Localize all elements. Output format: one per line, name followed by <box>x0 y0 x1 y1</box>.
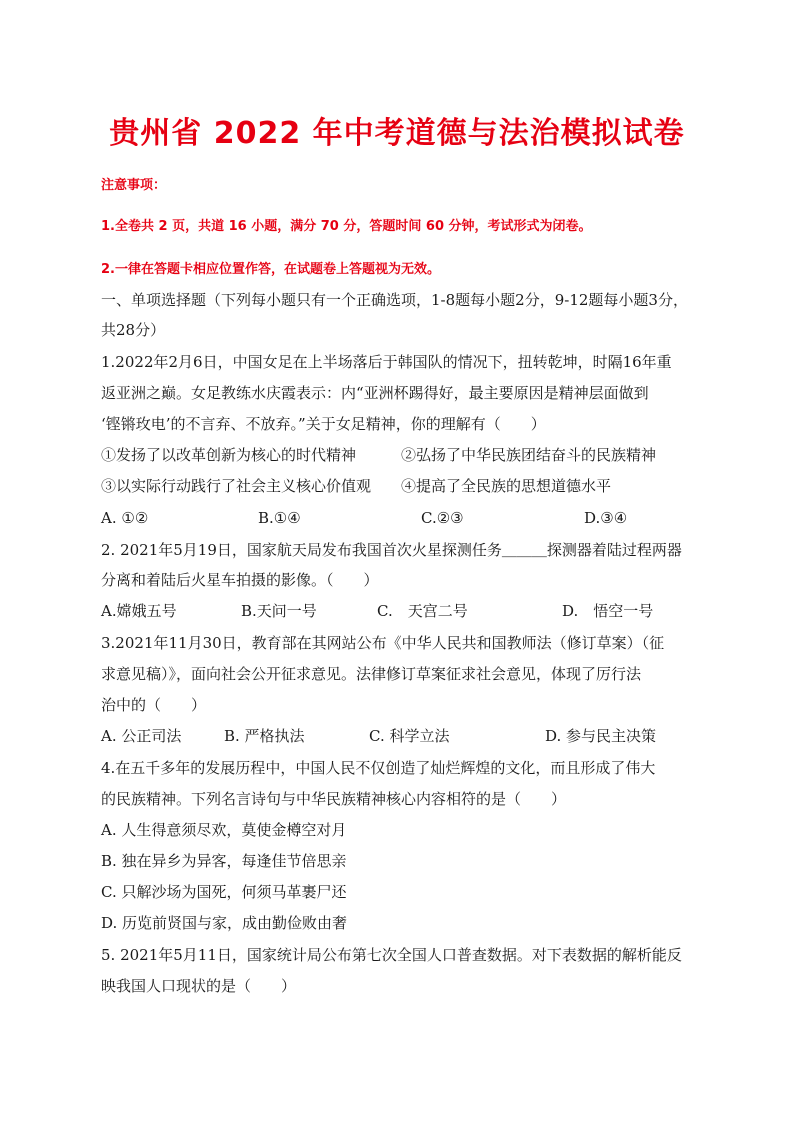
question-1-stem: 返亚洲之巅。女足教练水庆霞表示：内“亚洲杯踢得好，最主要原因是精神层面做到 <box>101 384 649 402</box>
page-title: 贵州省 2022 年中考道德与法治模拟试卷 <box>109 116 685 151</box>
question-2-option-c: C. 天宫二号 <box>377 602 468 620</box>
question-1-option-d: D.③④ <box>584 509 628 527</box>
question-1-stem: ‘铿锵玫电’的不言弃、不放弃。”关于女足精神，你的理解有（ ） <box>101 415 546 433</box>
section-heading: 一、单项选择题（下列每小题只有一个正确选项，1-8题每小题2分，9-12题每小题3分， <box>101 291 688 309</box>
question-1-option-b: B.①④ <box>258 509 301 527</box>
question-2-option-a: A.嫦娥五号 <box>101 602 177 620</box>
question-5-stem: 映我国人口现状的是（ ） <box>101 977 297 995</box>
question-4-stem: 的民族精神。下列名言诗句与中华民族精神核心内容相符的是（ ） <box>101 790 567 808</box>
question-4-stem: 4.在五千多年的发展历程中，中国人民不仅创造了灿烂辉煌的文化，而且形成了伟大 <box>101 759 656 777</box>
question-2-stem: 2. 2021年5月19日，国家航天局发布我国首次火星探测任务＿＿＿探测器着陆过程两器 <box>101 541 682 559</box>
question-3-stem: 求意见稿）》，面向社会公开征求意见。法律修订草案征求社会意见，体现了厉行法 <box>101 665 642 683</box>
question-1-stem: 1.2022年2月6日，中国女足在上半场落后于韩国队的情况下，扭转乾坤，时隔16年重 <box>101 353 672 371</box>
question-3-option-a: A. 公正司法 <box>101 727 182 745</box>
question-1-statement: ①发扬了以改革创新为核心的时代精神 <box>101 446 357 464</box>
question-1-statement: ③以实际行动践行了社会主义核心价值观 <box>101 477 372 495</box>
question-2-stem: 分离和着陆后火星车拍摄的影像。（ ） <box>101 571 379 589</box>
question-3-option-b: B. 严格执法 <box>224 727 305 745</box>
question-1-option-a: A. ①② <box>101 509 149 527</box>
question-2-option-b: B.天问一号 <box>241 602 317 620</box>
section-heading-cont: 共28分） <box>101 321 166 339</box>
question-4-option-a: A. 人生得意须尽欢，莫使金樽空对月 <box>101 821 347 839</box>
question-3-stem: 3.2021年11月30日，教育部在其网站公布《中华人民共和国教师法（修订草案）（征 <box>101 634 665 652</box>
question-3-stem: 治中的（ ） <box>101 696 207 714</box>
question-2-option-d: D. 悟空一号 <box>562 602 654 620</box>
question-3-option-d: D. 参与民主决策 <box>545 727 657 745</box>
question-1-statement: ④提高了全民族的思想道德水平 <box>401 477 612 495</box>
question-1-option-c: C.②③ <box>421 509 464 527</box>
question-4-option-c: C. 只解沙场为国死，何须马革裹尸还 <box>101 883 347 901</box>
question-1-statement: ②弘扬了中华民族团结奋斗的民族精神 <box>401 446 657 464</box>
question-4-option-d: D. 历览前贤国与家，成由勤俭败由奢 <box>101 914 348 932</box>
question-3-option-c: C. 科学立法 <box>369 727 450 745</box>
notice-heading: 注意事项： <box>101 178 167 193</box>
question-4-option-b: B. 独在异乡为异客，每逢佳节倍思亲 <box>101 852 347 870</box>
question-5-stem: 5. 2021年5月11日，国家统计局公布第七次全国人口普查数据。对下表数据的解析能反 <box>101 946 682 964</box>
notice-item-2: 2.一律在答题卡相应位置作答，在试题卷上答题视为无效。 <box>101 262 440 277</box>
notice-item-1: 1.全卷共 2 页，共道 16 小题，满分 70 分，答题时间 60 分钟，考试形式为闭卷。 <box>101 219 592 234</box>
